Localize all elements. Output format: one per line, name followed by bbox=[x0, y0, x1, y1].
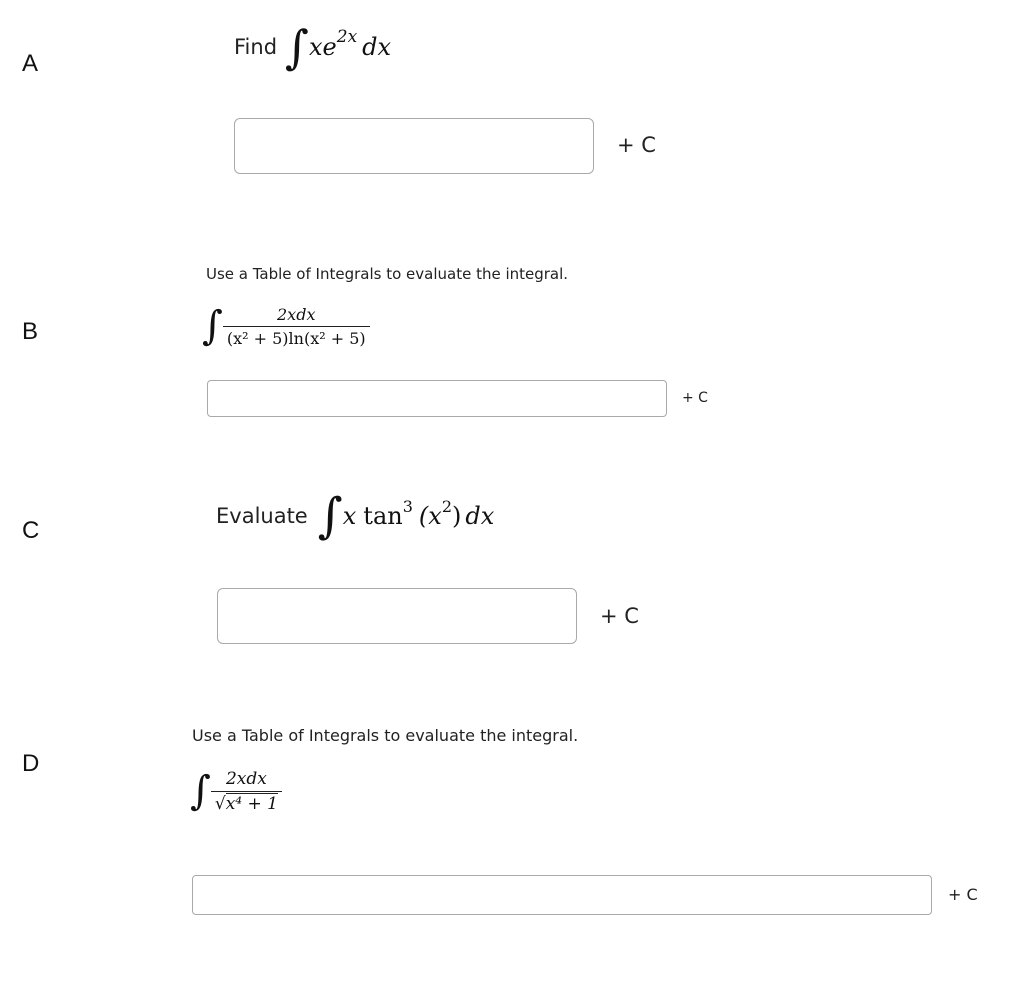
plus-c-label-b: + C bbox=[682, 390, 708, 406]
closing-paren: ) bbox=[452, 502, 462, 530]
problem-label-a: A bbox=[22, 50, 39, 77]
fraction-numerator: 2xdx bbox=[225, 768, 267, 789]
integrand-exponent: 2x bbox=[336, 27, 358, 47]
plus-c-label-c: + C bbox=[600, 604, 639, 628]
integrand-fraction bbox=[211, 769, 282, 814]
integrand-x: x bbox=[342, 502, 357, 530]
differential: dx bbox=[362, 33, 392, 61]
problem-d-instruction: Use a Table of Integrals to evaluate the integral. bbox=[192, 726, 579, 745]
problem-c-statement bbox=[216, 488, 494, 544]
integrand-fraction bbox=[223, 305, 370, 348]
problem-d-integral bbox=[190, 768, 282, 814]
tan-argument: (x bbox=[418, 502, 442, 530]
integral-sign-icon: ∫ bbox=[285, 20, 309, 74]
differential: dx bbox=[465, 502, 495, 530]
problem-label-b: B bbox=[22, 318, 39, 345]
argument-exponent: 2 bbox=[441, 496, 452, 516]
problem-a-prompt: Find bbox=[234, 35, 278, 59]
plus-c-label-d: + C bbox=[948, 885, 978, 904]
tan-exponent: 3 bbox=[402, 496, 413, 516]
problem-b-instruction: Use a Table of Integrals to evaluate the integral. bbox=[206, 265, 569, 283]
fraction-denominator bbox=[211, 791, 282, 814]
problem-c-prompt: Evaluate bbox=[216, 504, 308, 528]
integrand-base: xe bbox=[309, 33, 337, 61]
plus-c-label-a: + C bbox=[617, 133, 656, 157]
tan-function: tan bbox=[363, 502, 403, 530]
fraction-denominator: (x² + 5)ln(x² + 5) bbox=[223, 326, 370, 348]
answer-input-d[interactable] bbox=[192, 875, 932, 915]
square-root-icon: √ bbox=[214, 793, 226, 814]
radicand: x⁴ + 1 bbox=[225, 793, 278, 814]
problem-b-integral bbox=[202, 303, 370, 349]
problem-label-c: C bbox=[22, 517, 40, 544]
answer-input-c[interactable] bbox=[217, 588, 577, 644]
integral-sign-icon: ∫ bbox=[202, 303, 223, 349]
problem-a-statement bbox=[234, 22, 391, 72]
answer-input-b[interactable] bbox=[207, 380, 667, 417]
integral-sign-icon: ∫ bbox=[317, 488, 343, 544]
problem-label-d: D bbox=[22, 750, 40, 777]
answer-input-a[interactable] bbox=[234, 118, 594, 174]
integral-sign-icon: ∫ bbox=[190, 768, 211, 814]
fraction-numerator: 2xdx bbox=[277, 304, 316, 324]
